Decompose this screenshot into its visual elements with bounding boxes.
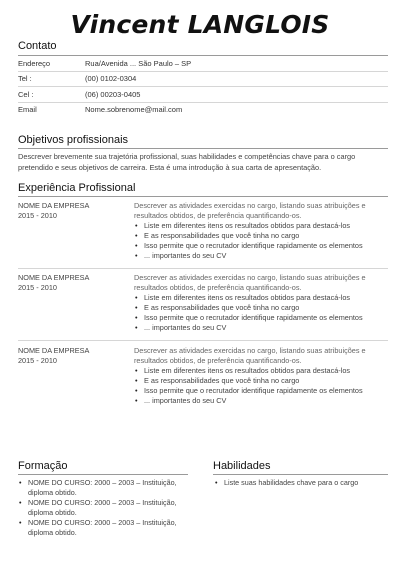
- row-divider: [18, 71, 388, 72]
- job-description: Descrever as atividades exercidas no cargo, listando suas atribuições e resultados obtidos, de preferência quantificando-os.: [134, 346, 366, 365]
- contact-value: (00) 0102-0304: [85, 74, 137, 84]
- job-company: NOME DA EMPRESA: [18, 201, 90, 210]
- experience-title: Experiência Profissional: [18, 182, 136, 194]
- education-rule: [18, 474, 188, 475]
- list-item: • Liste em diferentes itens os resultados obtidos para destacá-los: [134, 366, 386, 376]
- contact-row-address: [18, 56, 388, 71]
- skills-list: [213, 478, 388, 488]
- row-divider: [18, 86, 388, 87]
- job-meta: [18, 273, 128, 293]
- contact-block: [18, 56, 388, 117]
- job-meta: [18, 346, 128, 366]
- list-item: • E as responsabilidades que você tinha no cargo: [134, 231, 386, 241]
- job-bullets: [134, 293, 386, 333]
- contact-value: Nome.sobrenome@mail.com: [85, 105, 183, 115]
- list-item: • Isso permite que o recrutador identifique rapidamente os elementos: [134, 386, 386, 396]
- list-item: • Liste em diferentes itens os resultados obtidos para destacá-los: [134, 293, 386, 303]
- list-item: • NOME DO CURSO: 2000 – 2003 – Instituição, diploma obtido.: [18, 518, 190, 538]
- list-item: • E as responsabilidades que você tinha no cargo: [134, 376, 386, 386]
- list-item: • NOME DO CURSO: 2000 – 2003 – Instituição, diploma obtido.: [18, 498, 190, 518]
- contact-label: Endereço: [18, 58, 51, 68]
- list-item: • Liste suas habilidades chave para o cargo: [213, 478, 388, 488]
- list-item: • ... importantes do seu CV: [134, 251, 386, 261]
- list-item: • Isso permite que o recrutador identifique rapidamente os elementos: [134, 313, 386, 323]
- list-item: • ... importantes do seu CV: [134, 323, 386, 333]
- experience-rule: [18, 196, 388, 197]
- contact-title: Contato: [18, 40, 57, 52]
- job-period: 2015 - 2010: [18, 283, 57, 292]
- job-divider: [18, 340, 388, 341]
- education-title: Formação: [18, 460, 68, 472]
- job-company: NOME DA EMPRESA: [18, 273, 90, 282]
- job-details: [134, 346, 386, 406]
- contact-value: Rua/Avenida ... São Paulo – SP: [85, 58, 192, 68]
- skills-items: [213, 478, 388, 488]
- job-details: [134, 201, 386, 261]
- education-list: [18, 478, 190, 538]
- contact-label: Cel :: [18, 89, 34, 99]
- job-company: NOME DA EMPRESA: [18, 346, 90, 355]
- job-period: 2015 - 2010: [18, 356, 57, 365]
- objectives-rule: [18, 148, 388, 149]
- skills-rule: [213, 474, 388, 475]
- list-item: • ... importantes do seu CV: [134, 396, 386, 406]
- contact-value: (06) 00203-0405: [85, 89, 141, 99]
- contact-row-email: [18, 103, 388, 118]
- job-description: Descrever as atividades exercidas no cargo, listando suas atribuições e resultados obtidos, de preferência quantificando-os.: [134, 201, 366, 220]
- list-item: • Isso permite que o recrutador identifique rapidamente os elementos: [134, 241, 386, 251]
- row-divider: [18, 102, 388, 103]
- list-item: • Liste em diferentes itens os resultados obtidos para destacá-los: [134, 221, 386, 231]
- list-item: • E as responsabilidades que você tinha no cargo: [134, 303, 386, 313]
- objectives-title: Objetivos profissionais: [18, 134, 129, 146]
- job-divider: [18, 268, 388, 269]
- contact-label: Tel :: [18, 74, 32, 84]
- skills-title: Habilidades: [213, 460, 271, 472]
- job-period: 2015 - 2010: [18, 211, 57, 220]
- contact-row-mobile: [18, 87, 388, 102]
- resume-name: Vincent LANGLOIS: [70, 10, 330, 39]
- job-bullets: [134, 221, 386, 261]
- job-meta: [18, 201, 128, 221]
- contact-row-phone: [18, 72, 388, 87]
- education-items: [18, 478, 190, 538]
- job-description: Descrever as atividades exercidas no cargo, listando suas atribuições e resultados obtidos, de preferência quantificando-os.: [134, 273, 366, 292]
- objectives-text: Descrever brevemente sua trajetória profissional, suas habilidades e competências chave para o cargo pretendido e seus objetivos de carreira. Esta é uma introdução à sua carta de apresentação.: [18, 152, 356, 172]
- job-bullets: [134, 366, 386, 406]
- list-item: • NOME DO CURSO: 2000 – 2003 – Instituição, diploma obtido.: [18, 478, 190, 498]
- contact-label: Email: [18, 105, 37, 115]
- job-details: [134, 273, 386, 333]
